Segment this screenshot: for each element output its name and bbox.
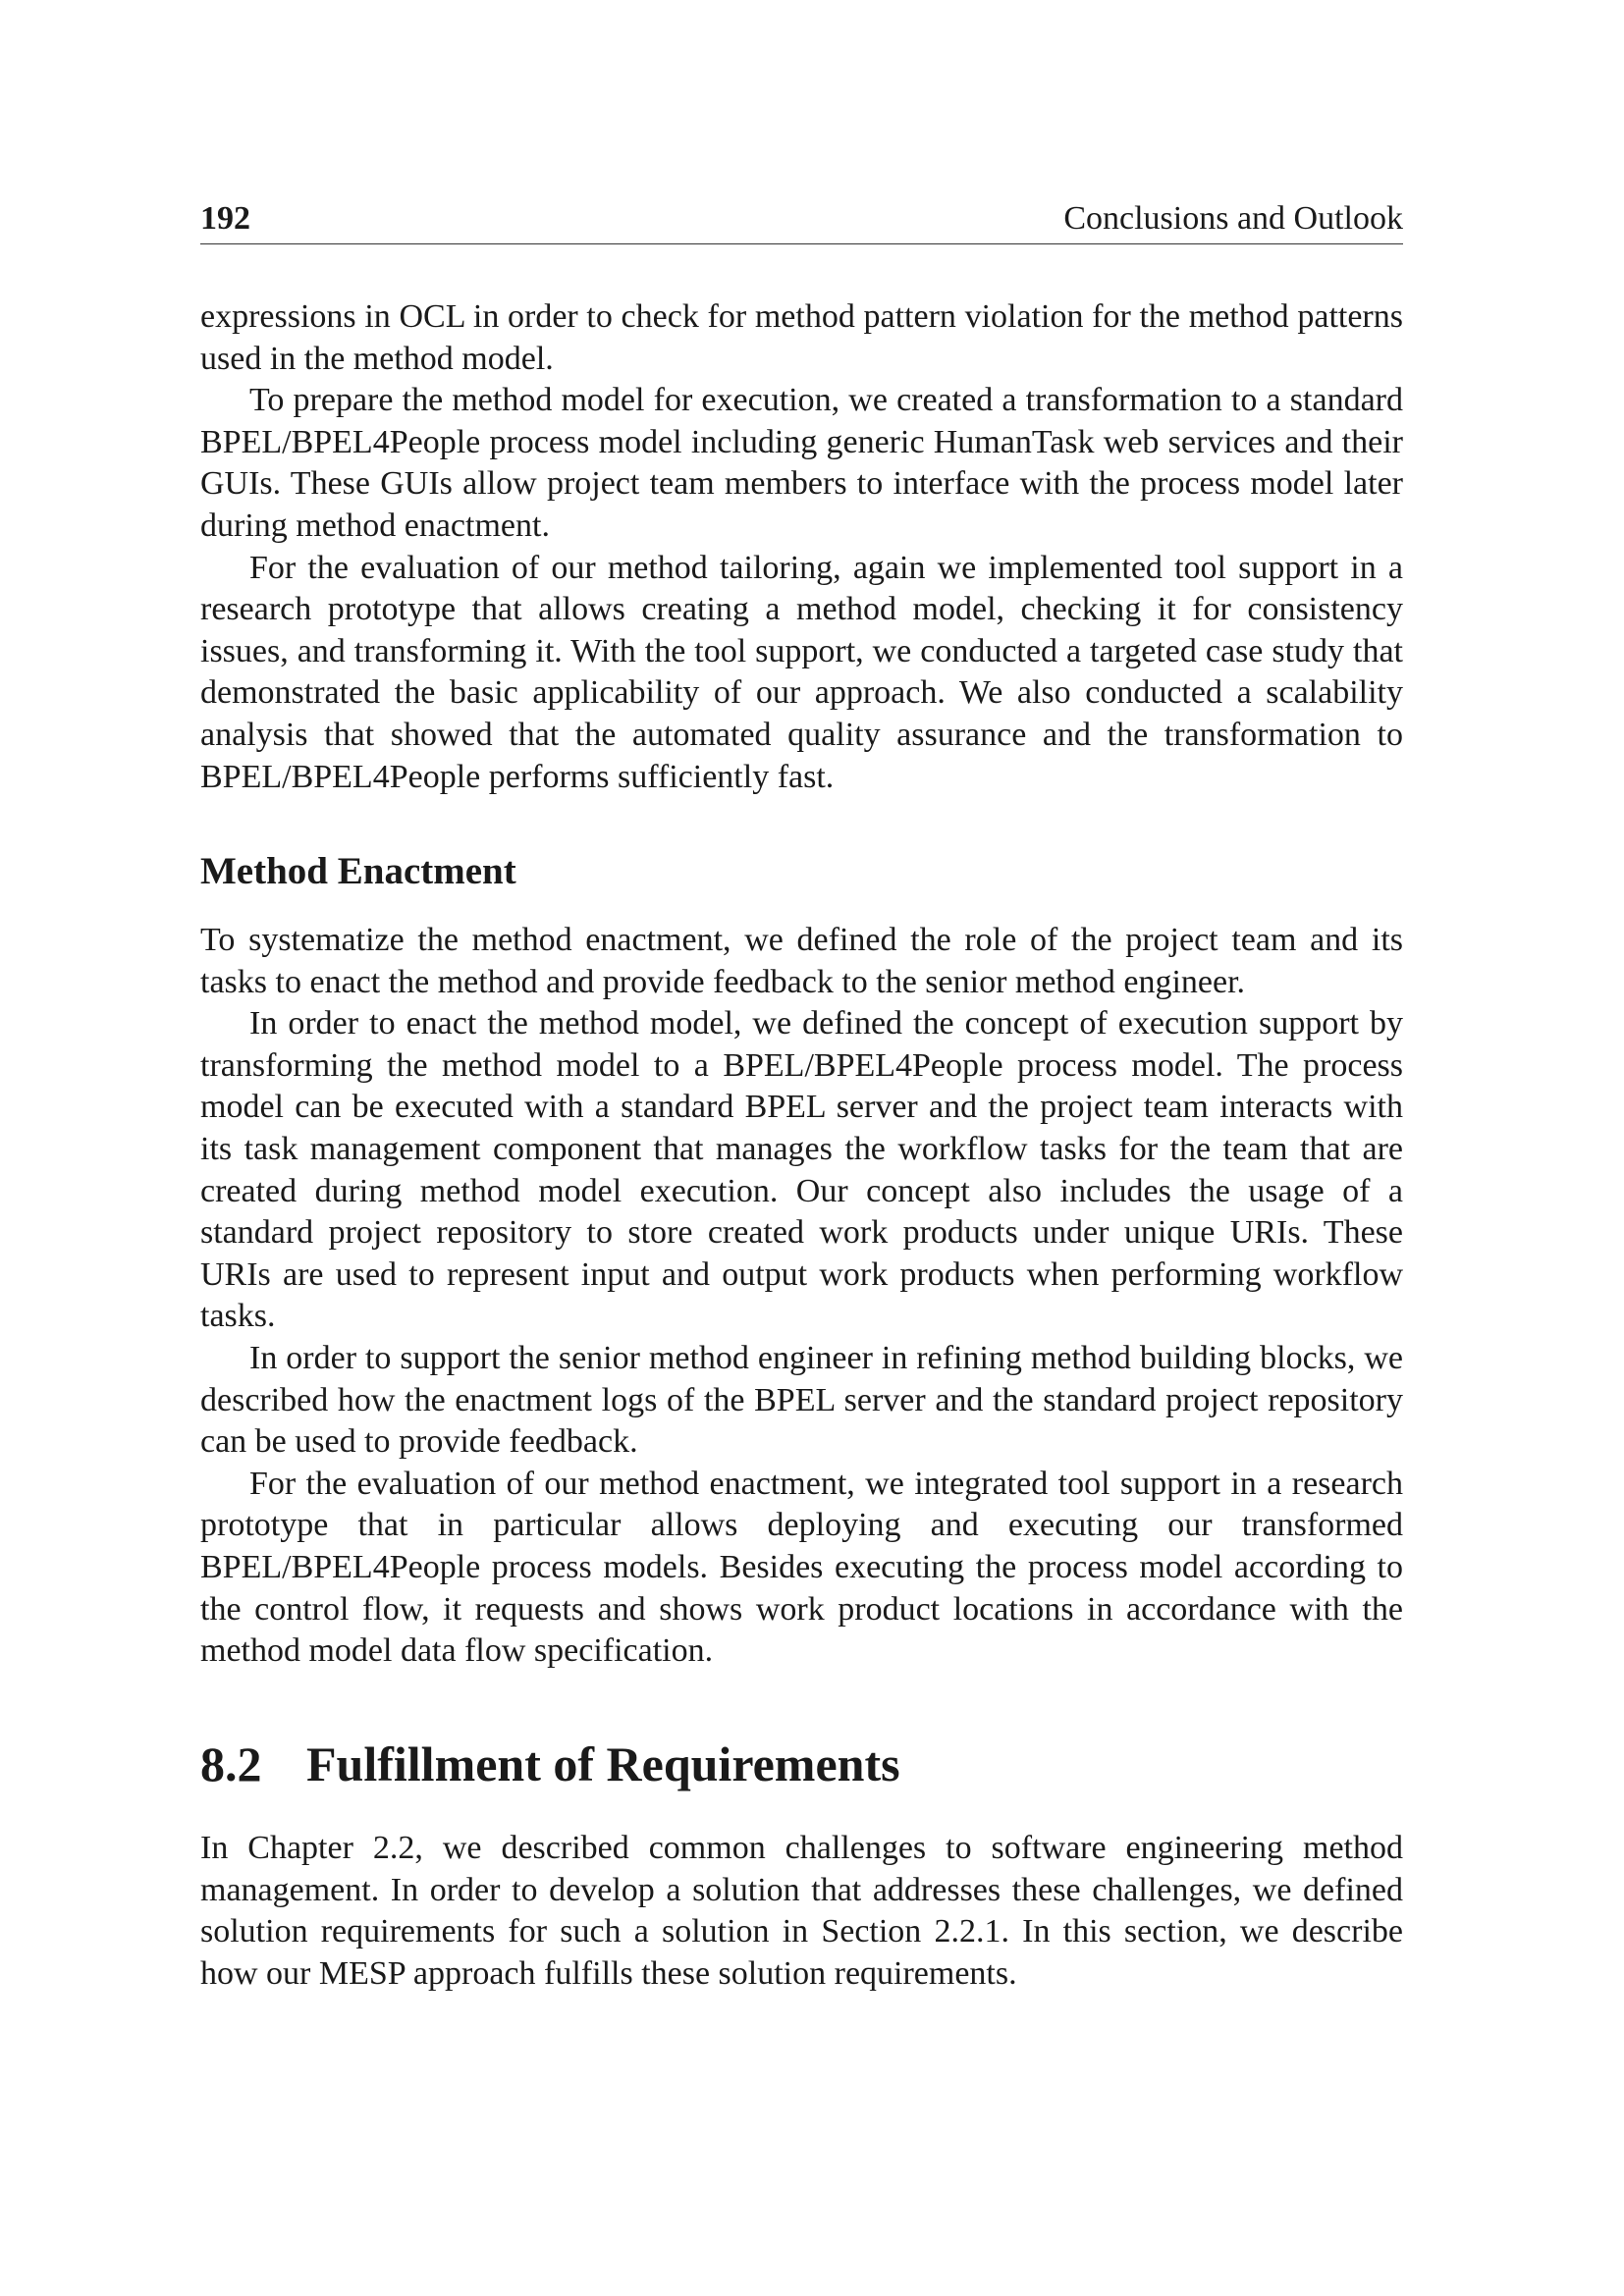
requirements-text-block (200, 1828, 1403, 1995)
section-heading-fulfillment (200, 1735, 900, 1792)
section-title: Fulfillment of Requirements (306, 1736, 900, 1791)
tailoring-text-block (200, 296, 1403, 798)
chapter-title: Conclusions and Outlook (1063, 200, 1403, 237)
paragraph: For the evaluation of our method tailoring, again we implemented tool support in a research prototype that allows creating a method model, checking it for consistency issues, and transforming it. With the tool support, we conducted a targeted case study that demonstrated the basic applicability of our approach. We also conducted a scalability analysis that showed that the automated quality assurance and the transformation to BPEL/BPEL4People performs sufficiently fast. (200, 549, 1403, 795)
page-number: 192 (200, 200, 250, 237)
section-number: 8.2 (200, 1736, 262, 1791)
paragraph: In order to enact the method model, we defined the concept of execution support by transforming the method model to a BPEL/BPEL4People process model. The process model can be executed with a standard BPEL server and the project team interacts with its task management component that manages the workflow tasks for the team that are created during method model execution. Our concept also includes the usage of a standard project repository to store created work products under unique URIs. These URIs are used to represent input and output work products when performing workflow tasks. (200, 1005, 1403, 1335)
paragraph: To prepare the method model for execution, we created a transformation to a standard BPEL/BPEL4People process model including generic HumanTask web services and their GUIs. These GUIs allow project team members to interface with the process model later during method enactment. (200, 382, 1403, 544)
page (200, 0, 1403, 2296)
paragraph: To systematize the method enactment, we defined the role of the project team and its tasks to enact the method and provide feedback to the senior method engineer. (200, 922, 1403, 1000)
subsection-heading-method-enactment: Method Enactment (200, 850, 516, 892)
paragraph: expressions in OCL in order to check for method pattern violation for the method patterns used in the method model. (200, 298, 1403, 377)
running-header (200, 194, 1403, 244)
paragraph: In Chapter 2.2, we described common challenges to software engineering method management. In order to develop a solution that addresses these challenges, we defined solution requirements for such a solution in Section 2.2.1. In this section, we describe how our MESP approach fulfills these solution requirements. (200, 1830, 1403, 1992)
paragraph: For the evaluation of our method enactment, we integrated tool support in a research prototype that in particular allows deploying and executing our transformed BPEL/BPEL4People process models. Besides executing the process model according to the control flow, it requests and shows work product locations in accordance with the method model data flow specification. (200, 1465, 1403, 1670)
enactment-text-block (200, 920, 1403, 1673)
paragraph: In order to support the senior method engineer in refining method building blocks, we described how the enactment logs of the BPEL server and the standard project repository can be used to provide feedback. (200, 1339, 1403, 1461)
